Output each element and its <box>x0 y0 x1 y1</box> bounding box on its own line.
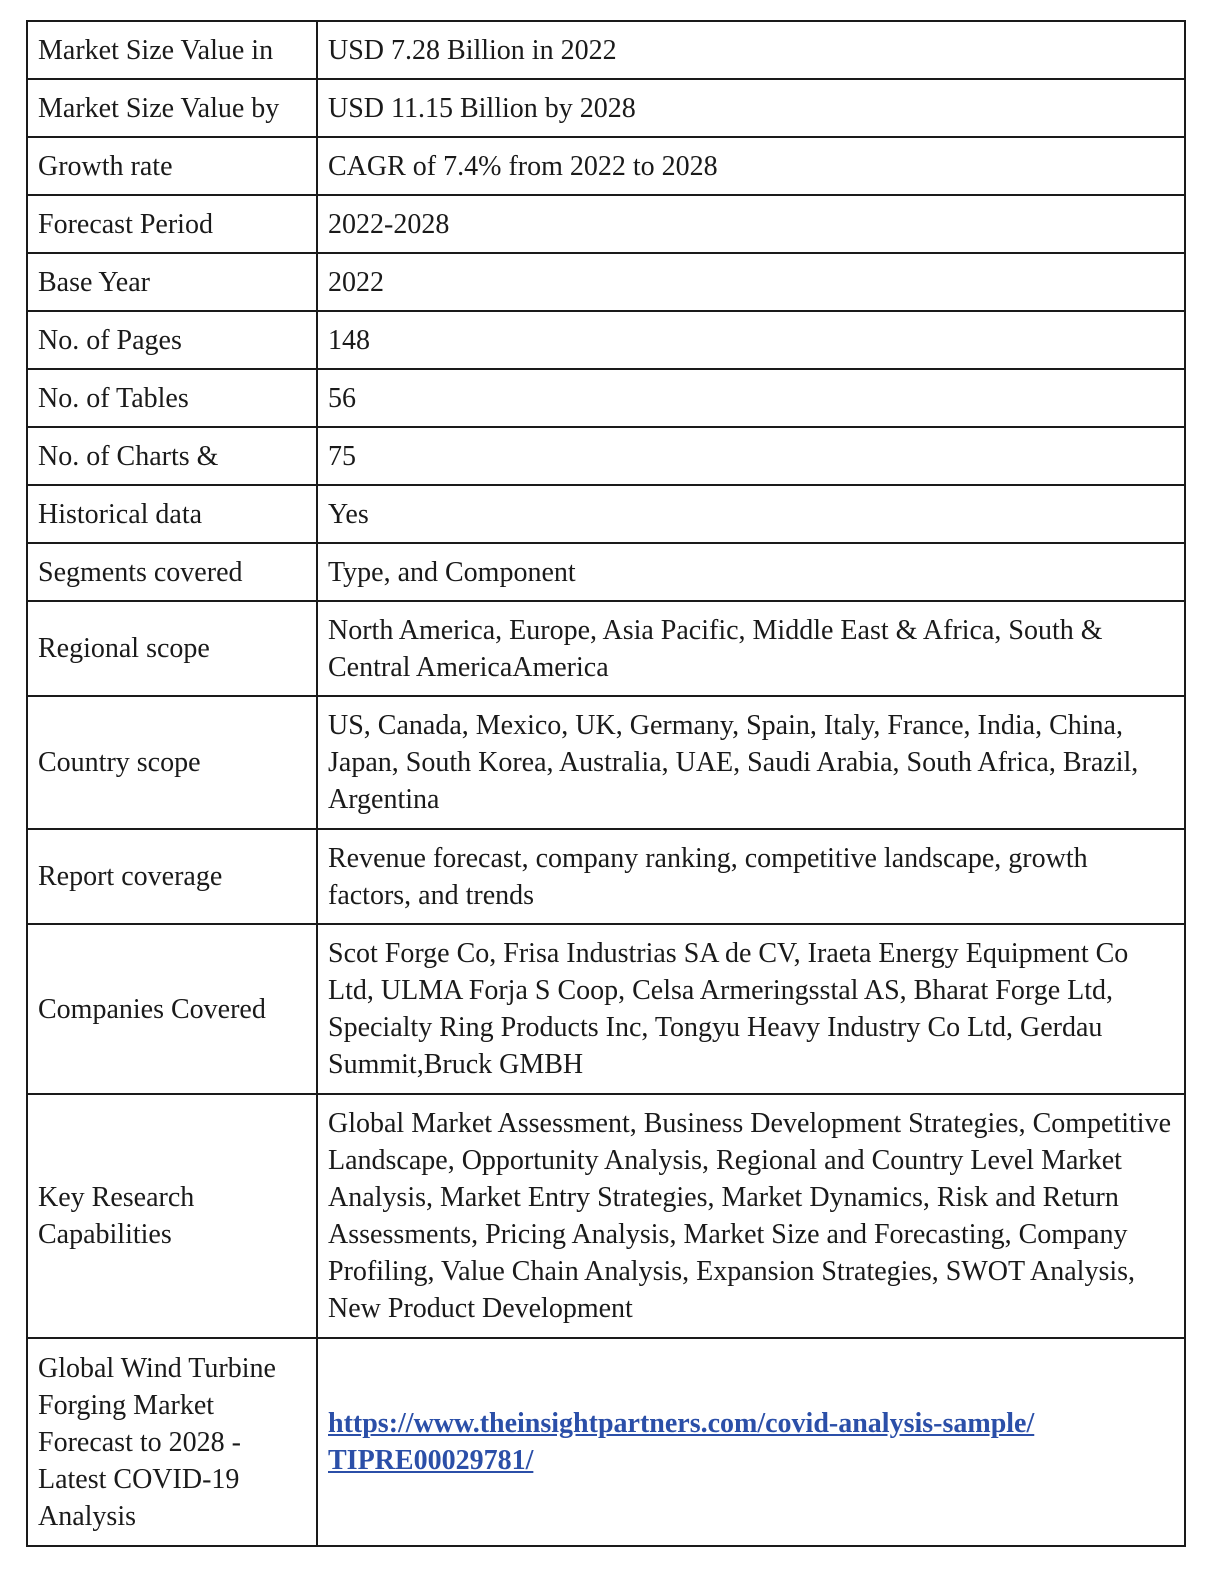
table-row <box>27 485 1185 543</box>
report-info-table <box>26 20 1186 1547</box>
row-value: 75 <box>317 427 1185 485</box>
row-label: Segments covered <box>27 543 317 601</box>
row-value: USD 11.15 Billion by 2028 <box>317 79 1185 137</box>
row-value: Global Market Assessment, Business Development Strategies, Competitive Landscape, Opportunity Analysis, Regional and Country Level Market Analysis, Market Entry Strategies, Market Dynamics, Risk and Return Assessments, Pricing Analysis, Market Size and Forecasting, Company Profiling, Value Chain Analysis, Expansion Strategies, SWOT Analysis, New Product Development <box>317 1094 1185 1338</box>
row-label: No. of Charts & <box>27 427 317 485</box>
table-row <box>27 195 1185 253</box>
row-label: Forecast Period <box>27 195 317 253</box>
row-value: Scot Forge Co, Frisa Industrias SA de CV, Iraeta Energy Equipment Co Ltd, ULMA Forja S Coop, Celsa Armeringsstal AS, Bharat Forge Ltd, Specialty Ring Products Inc, Tongyu Heavy Industry Co Ltd, Gerdau Summit,Bruck GMBH <box>317 924 1185 1094</box>
row-label: Report coverage <box>27 829 317 924</box>
table-row <box>27 829 1185 924</box>
row-value: CAGR of 7.4% from 2022 to 2028 <box>317 137 1185 195</box>
row-label: Market Size Value in <box>27 21 317 79</box>
table-row <box>27 79 1185 137</box>
table-row <box>27 427 1185 485</box>
row-label: Global Wind Turbine Forging Market Forecast to 2028 - Latest COVID-19 Analysis <box>27 1338 317 1546</box>
row-value: 148 <box>317 311 1185 369</box>
covid-analysis-sample-link[interactable]: https://www.theinsightpartners.com/covid-analysis-sample/ TIPRE00029781/ <box>328 1408 1035 1476</box>
row-value: Yes <box>317 485 1185 543</box>
table-row <box>27 369 1185 427</box>
row-label: Market Size Value by <box>27 79 317 137</box>
row-label: No. of Pages <box>27 311 317 369</box>
row-label: Key Research Capabilities <box>27 1094 317 1338</box>
row-label: Country scope <box>27 696 317 829</box>
row-value: USD 7.28 Billion in 2022 <box>317 21 1185 79</box>
table-row <box>27 601 1185 696</box>
row-value: Type, and Component <box>317 543 1185 601</box>
table-row <box>27 1094 1185 1338</box>
table-row <box>27 137 1185 195</box>
row-value <box>317 1338 1185 1546</box>
row-value: Revenue forecast, company ranking, competitive landscape, growth factors, and trends <box>317 829 1185 924</box>
row-label: Historical data <box>27 485 317 543</box>
table-row <box>27 924 1185 1094</box>
table-row <box>27 311 1185 369</box>
table-row <box>27 696 1185 829</box>
row-label: No. of Tables <box>27 369 317 427</box>
row-label: Growth rate <box>27 137 317 195</box>
table-row <box>27 253 1185 311</box>
row-label: Base Year <box>27 253 317 311</box>
row-value: US, Canada, Mexico, UK, Germany, Spain, Italy, France, India, China, Japan, South Korea, Australia, UAE, Saudi Arabia, South Africa, Brazil, Argentina <box>317 696 1185 829</box>
row-value: 2022 <box>317 253 1185 311</box>
table-row <box>27 1338 1185 1546</box>
row-value: 56 <box>317 369 1185 427</box>
table-row <box>27 21 1185 79</box>
row-label: Regional scope <box>27 601 317 696</box>
row-label: Companies Covered <box>27 924 317 1094</box>
row-value: North America, Europe, Asia Pacific, Middle East & Africa, South & Central AmericaAmerica <box>317 601 1185 696</box>
row-value: 2022-2028 <box>317 195 1185 253</box>
table-row <box>27 543 1185 601</box>
